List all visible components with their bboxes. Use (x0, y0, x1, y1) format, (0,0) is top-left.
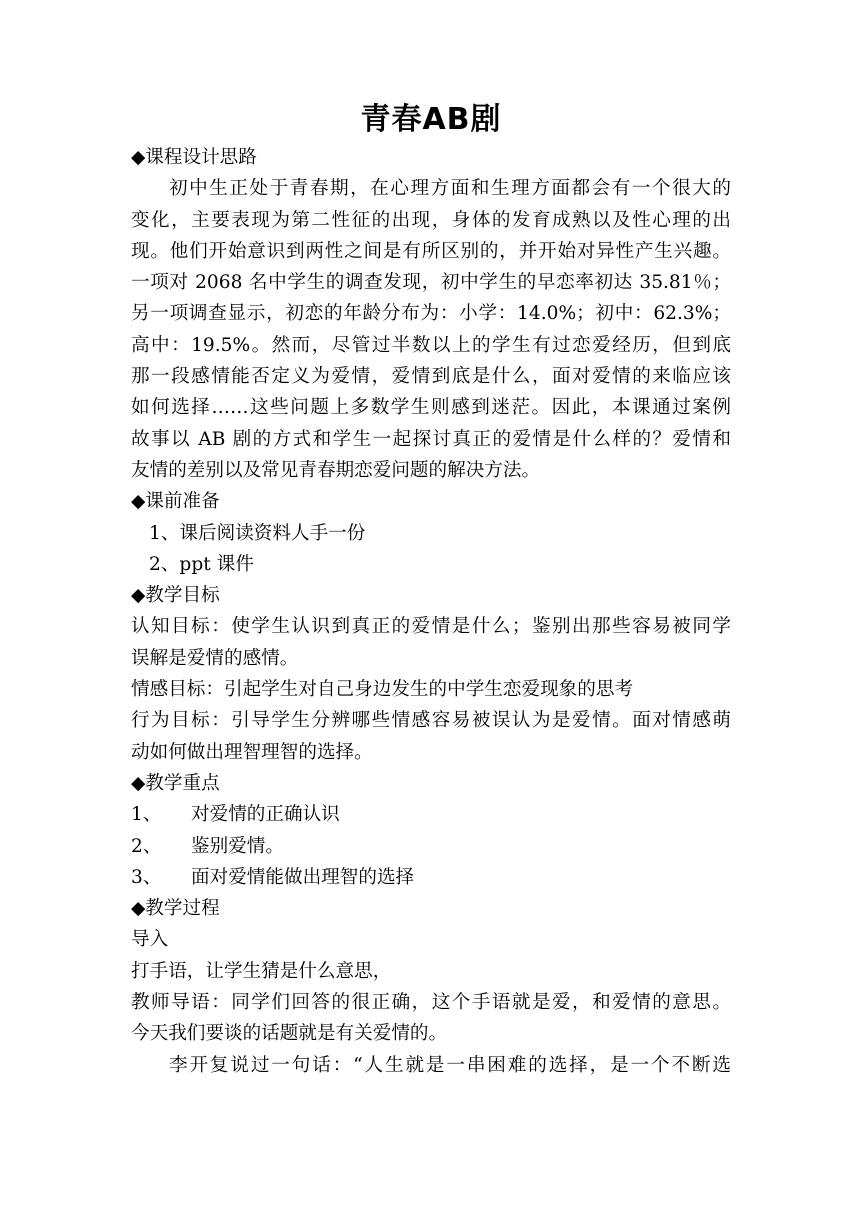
paragraph-line: 误解是爱情的感情。 (131, 647, 299, 669)
list-number: 3、 (131, 866, 162, 888)
list-number: 1、 (131, 804, 162, 826)
paragraph-line: 故事以 AB 剧的方式和学生一起探讨真正的爱情是什么样的？爱情和 (131, 428, 731, 450)
paragraph-line: 高中：19.5%。然而，尽管过半数以上的学生有过恋爱经历，但到底 (131, 334, 731, 356)
paragraph-line: 今天我们要谈的话题就是有关爱情的。 (131, 1023, 448, 1045)
paragraph-line: 行为目标：引导学生分辨哪些情感容易被误认为是爱情。面对情感萌 (131, 710, 731, 732)
section-heading-prep: ◆课前准备 (131, 491, 220, 513)
list-item: 2、ppt 课件 (149, 553, 254, 575)
paragraph-line: 友情的差别以及常见青春期恋爱问题的解决方法。 (131, 459, 541, 481)
paragraph-line: 另一项调查显示，初恋的年龄分布为：小学：14.0%；初中：62.3%； (131, 303, 731, 325)
section-heading-focus: ◆教学重点 (131, 772, 220, 794)
list-text: 对爱情的正确认识 (191, 804, 340, 826)
paragraph-line: 打手语，让学生猜是什么意思， (131, 960, 392, 982)
paragraph-line: 初中生正处于青春期，在心理方面和生理方面都会有一个很大的 (169, 178, 731, 200)
list-item (131, 831, 731, 862)
paragraph-line: 教师导语：同学们回答的很正确，这个手语就是爱，和爱情的意思。 (131, 992, 731, 1014)
paragraph-line: 一项对 2068 名中学生的调查发现，初中学生的早恋率初达 35.81％； (131, 272, 731, 294)
list-text: 鉴别爱情。 (191, 835, 284, 857)
paragraph-line: 情感目标：引起学生对自己身边发生的中学生恋爱现象的思考 (131, 679, 634, 701)
list-item: 1、课后阅读资料人手一份 (149, 522, 366, 544)
paragraph-line: 导入 (131, 929, 169, 951)
list-item (131, 862, 731, 893)
list-number: 2、 (131, 835, 162, 857)
document-title: 青春AB剧 (360, 102, 502, 137)
section-heading-design: ◆课程设计思路 (131, 147, 257, 168)
list-item (131, 799, 731, 830)
paragraph-line: 动如何做出理智理智的选择。 (131, 741, 373, 763)
paragraph-line: 如何选择……这些问题上多数学生则感到迷茫。因此，本课通过案例 (131, 397, 731, 419)
section-heading-goals: ◆教学目标 (131, 585, 220, 607)
paragraph-line: 那一段感情能否定义为爱情，爱情到底是什么，面对爱情的来临应该 (131, 366, 731, 388)
paragraph-line: 现。他们开始意识到两性之间是有所区别的，并开始对异性产生兴趣。 (131, 240, 731, 262)
paragraph-line: 认知目标：使学生认识到真正的爱情是什么；鉴别出那些容易被同学 (131, 616, 731, 638)
section-heading-process: ◆教学过程 (131, 898, 220, 920)
paragraph-line: 李开复说过一句话：“人生就是一串困难的选择，是一个不断选 (169, 1054, 731, 1076)
list-text: 面对爱情能做出理智的选择 (191, 866, 415, 888)
document-page (131, 100, 731, 1081)
paragraph-line: 变化，主要表现为第二性征的出现，身体的发育成熟以及性心理的出 (131, 209, 731, 231)
